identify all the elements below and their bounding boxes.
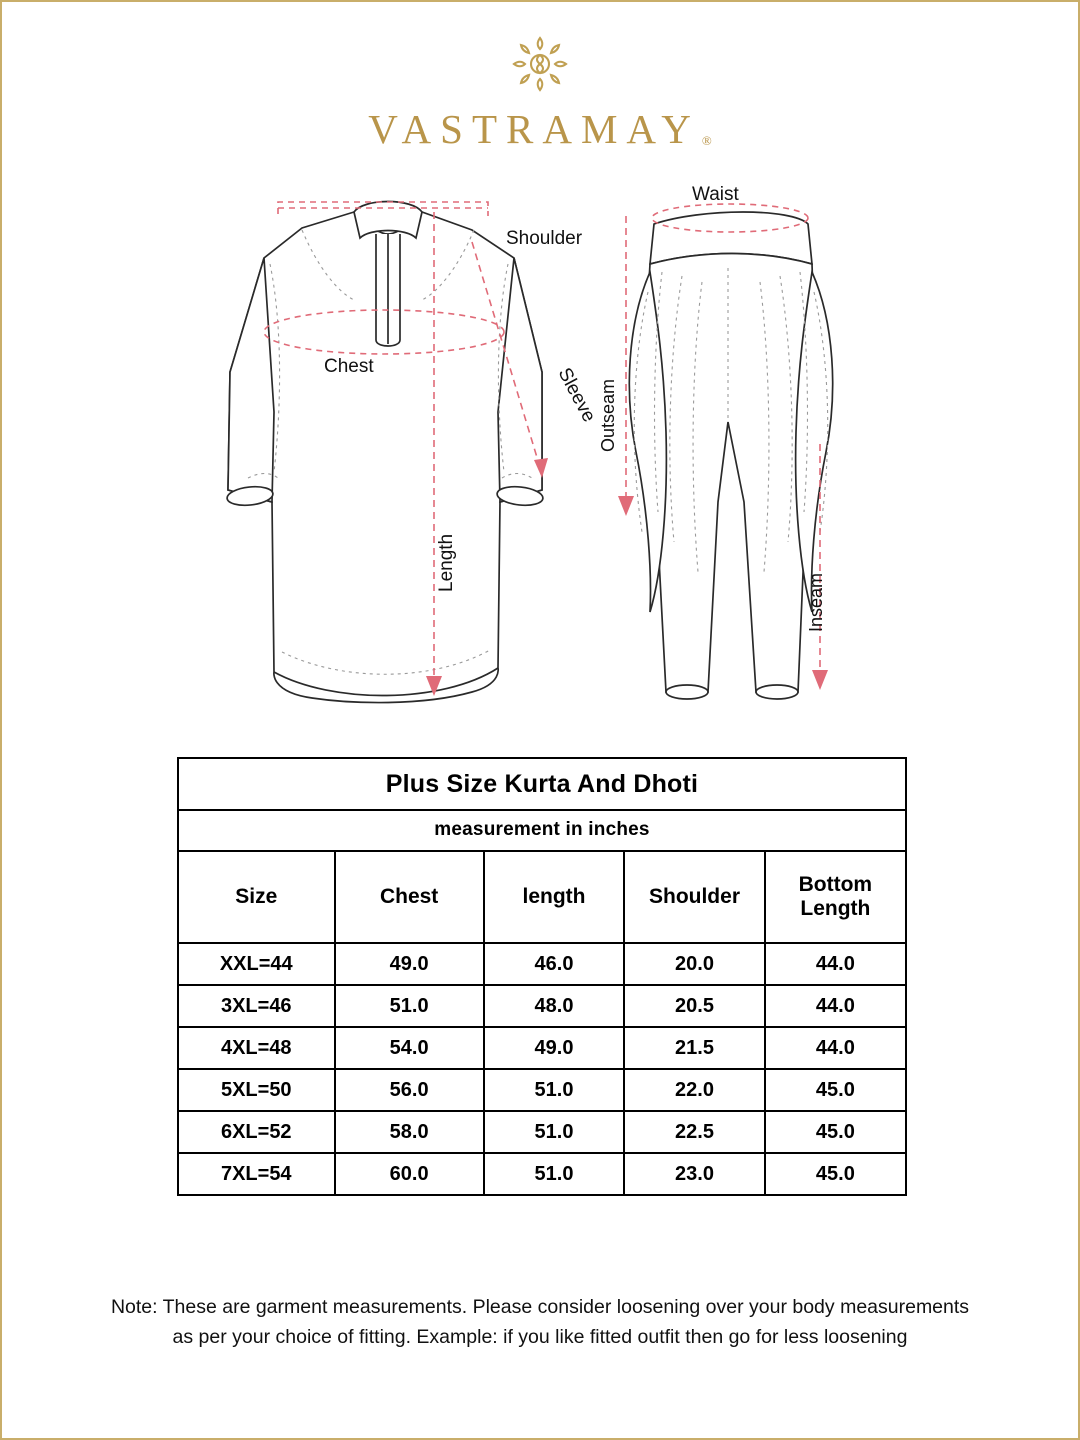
table-header-row [178, 851, 906, 943]
cell-bottom-length: 44.0 [765, 943, 906, 985]
label-inseam: Inseam [806, 572, 826, 632]
table-row [178, 1069, 906, 1111]
kurta-outline-icon [226, 202, 544, 703]
column-header-bottom-line1: Bottom [798, 873, 873, 897]
cell-length: 51.0 [484, 1111, 625, 1153]
brand-name [368, 105, 712, 153]
size-chart-table [177, 757, 907, 1196]
column-header-length: length [484, 851, 625, 943]
table-row [178, 1111, 906, 1153]
cell-bottom-length: 45.0 [765, 1069, 906, 1111]
table-subtitle-row [178, 810, 906, 851]
cell-bottom-length: 45.0 [765, 1153, 906, 1195]
cell-chest: 54.0 [335, 1027, 484, 1069]
table-row [178, 1153, 906, 1195]
table-row [178, 985, 906, 1027]
measurement-note [50, 1292, 1030, 1352]
cell-length: 51.0 [484, 1069, 625, 1111]
cell-chest: 58.0 [335, 1111, 484, 1153]
table-subtitle: measurement in inches [178, 810, 906, 851]
note-line-2: as per your choice of fitting. Example: if you like fitted outfit then go for less loosening [172, 1326, 908, 1349]
cell-chest: 56.0 [335, 1069, 484, 1111]
column-header-chest: Chest [335, 851, 484, 943]
cell-shoulder: 21.5 [624, 1027, 765, 1069]
cell-bottom-length: 45.0 [765, 1111, 906, 1153]
registered-mark: ® [701, 133, 712, 148]
cell-size: XXL=44 [178, 943, 335, 985]
column-header-size: Size [178, 851, 335, 943]
floral-star-icon [508, 32, 572, 101]
note-line-1: Note: These are garment measurements. Please consider loosening over your body measurements [110, 1296, 970, 1318]
cell-length: 49.0 [484, 1027, 625, 1069]
cell-bottom-length: 44.0 [765, 1027, 906, 1069]
cell-bottom-length: 44.0 [765, 985, 906, 1027]
brand-header [2, 32, 1078, 153]
table-row [178, 1027, 906, 1069]
cell-size: 7XL=54 [178, 1153, 335, 1195]
cell-shoulder: 22.5 [624, 1111, 765, 1153]
label-sleeve: Sleeve [553, 364, 600, 426]
label-shoulder: Shoulder [506, 228, 583, 249]
label-length: Length [436, 533, 457, 592]
cell-chest: 51.0 [335, 985, 484, 1027]
cell-size: 5XL=50 [178, 1069, 335, 1111]
cell-length: 51.0 [484, 1153, 625, 1195]
cell-length: 48.0 [484, 985, 625, 1027]
table-row [178, 943, 906, 985]
cell-shoulder: 20.5 [624, 985, 765, 1027]
size-chart-table-wrapper [177, 757, 907, 1196]
cell-length: 46.0 [484, 943, 625, 985]
table-title-row [178, 758, 906, 810]
column-header-bottom-length [765, 851, 906, 943]
cell-chest: 60.0 [335, 1153, 484, 1195]
cell-size: 3XL=46 [178, 985, 335, 1027]
cell-size: 4XL=48 [178, 1027, 335, 1069]
cell-size: 6XL=52 [178, 1111, 335, 1153]
table-title: Plus Size Kurta And Dhoti [178, 758, 906, 810]
label-waist: Waist [692, 184, 739, 205]
cell-shoulder: 22.0 [624, 1069, 765, 1111]
dhoti-outline-icon [629, 212, 832, 699]
cell-shoulder: 23.0 [624, 1153, 765, 1195]
column-header-bottom-line2: Length [800, 897, 871, 920]
brand-name-text: VASTRAMAY [368, 106, 700, 152]
column-header-shoulder: Shoulder [624, 851, 765, 943]
label-chest: Chest [324, 356, 374, 377]
garment-illustration [2, 172, 1080, 742]
cell-chest: 49.0 [335, 943, 484, 985]
label-outseam: Outseam [598, 378, 618, 452]
cell-shoulder: 20.0 [624, 943, 765, 985]
